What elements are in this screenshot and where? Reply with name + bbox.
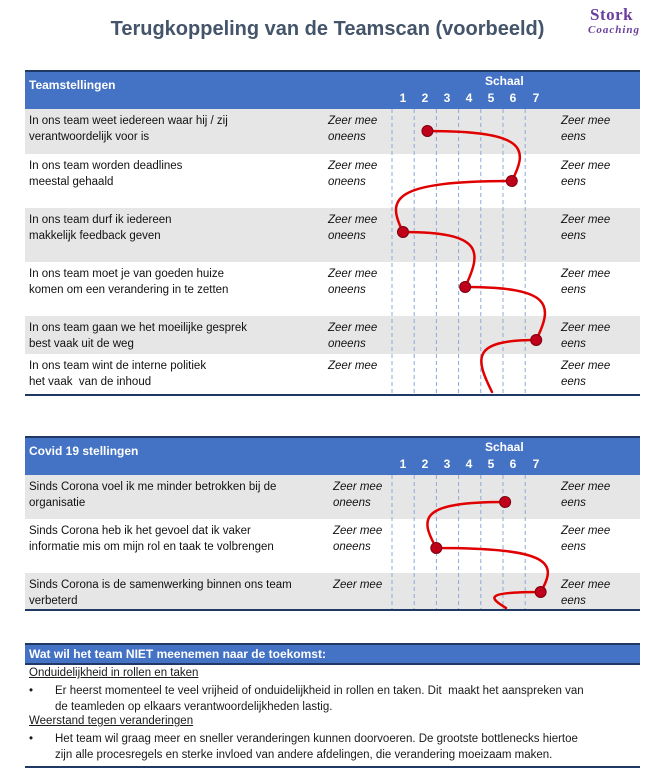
scale-low-label: Zeer mee bbox=[328, 360, 378, 372]
score-marker bbox=[398, 227, 409, 238]
scale-number: 7 bbox=[532, 91, 540, 105]
topic-heading: Onduidelijkheid in rollen en taken bbox=[29, 667, 199, 679]
scale-low-label: Zeer mee oneens bbox=[328, 115, 378, 143]
scale-low-label: Zeer mee bbox=[333, 579, 383, 591]
scale-high-label: Zeer mee eens bbox=[561, 322, 611, 350]
scale-number: 3 bbox=[443, 457, 451, 471]
score-marker bbox=[460, 282, 471, 293]
statement-text: Sinds Corona is de samenwerking binnen ons team verbeterd bbox=[29, 579, 292, 607]
scale-high-label: Zeer mee eens bbox=[561, 360, 611, 388]
statement-text: In ons team wint de interne politiek het vaak van de inhoud bbox=[29, 360, 207, 388]
bullet-text: Het team wil graag meer en sneller veranderingen kunnen doorvoeren. De grootste bottlenecks hiertoe zijn alle procesregels en sterke invloed van andere afdelingen, die verandering moeizaam maken. bbox=[55, 733, 578, 761]
scale-low-label: Zeer mee oneens bbox=[328, 268, 378, 296]
scale-number: 1 bbox=[399, 457, 407, 471]
statement-text: In ons team moet je van goeden huize komen om een verandering in te zetten bbox=[29, 268, 229, 296]
scale-number: 6 bbox=[509, 91, 517, 105]
scale-gridlines bbox=[392, 109, 525, 609]
scale-high-label: Zeer mee eens bbox=[561, 579, 611, 607]
score-markers bbox=[398, 126, 547, 598]
scale-label: Schaal bbox=[485, 74, 524, 88]
scale-low-label: Zeer mee oneens bbox=[333, 481, 383, 509]
scale-number: 5 bbox=[487, 457, 495, 471]
score-marker bbox=[531, 335, 542, 346]
score-curve bbox=[396, 131, 545, 392]
scale-high-label: Zeer mee eens bbox=[561, 214, 611, 242]
score-marker bbox=[431, 543, 442, 554]
scale-high-label: Zeer mee eens bbox=[561, 481, 611, 509]
statement-text: In ons team worden deadlines meestal gehaald bbox=[29, 160, 183, 188]
scale-low-label: Zeer mee oneens bbox=[328, 322, 378, 350]
statement-text: In ons team weet iedereen waar hij / zij verantwoordelijk voor is bbox=[29, 115, 228, 143]
scale-low-label: Zeer mee oneens bbox=[333, 525, 383, 553]
scale-number: 3 bbox=[443, 91, 451, 105]
score-marker bbox=[506, 176, 517, 187]
score-curve bbox=[427, 502, 547, 608]
score-marker bbox=[500, 497, 511, 508]
section2-header-label: Covid 19 stellingen bbox=[29, 444, 139, 458]
scale-number: 6 bbox=[509, 457, 517, 471]
bullet-text: Er heerst momenteel te veel vrijheid of onduidelijkheid in rollen en taken. Dit maakt het aanspreken van de teamleden op elkaars verantwoordelijkheden lastig. bbox=[55, 685, 584, 713]
score-marker bbox=[535, 587, 546, 598]
bullet-marker: • bbox=[29, 685, 34, 697]
statement-text: Sinds Corona heb ik het gevoel dat ik vaker informatie mis om mijn rol en taak te volbrengen bbox=[29, 525, 274, 553]
scale-number: 4 bbox=[465, 91, 473, 105]
scale-number: 2 bbox=[421, 91, 429, 105]
scale-high-label: Zeer mee eens bbox=[561, 268, 611, 296]
page-title: Terugkoppeling van de Teamscan (voorbeeld) bbox=[110, 18, 545, 40]
section3-header-label: Wat wil het team NIET meenemen naar de toekomst: bbox=[29, 647, 326, 661]
topic-heading: Weerstand tegen veranderingen bbox=[29, 715, 194, 727]
section1-header-label: Teamstellingen bbox=[29, 78, 116, 92]
statement-text: In ons team durf ik iedereen makkelijk feedback geven bbox=[29, 214, 172, 242]
scale-number: 1 bbox=[399, 91, 407, 105]
scale-label: Schaal bbox=[485, 440, 524, 454]
scale-high-label: Zeer mee eens bbox=[561, 115, 611, 143]
score-marker bbox=[422, 126, 433, 137]
coaching-logo-text: Coaching bbox=[588, 24, 641, 36]
logo-top-text: Stork bbox=[590, 5, 634, 24]
scale-low-label: Zeer mee oneens bbox=[328, 214, 378, 242]
scale-number: 4 bbox=[465, 457, 473, 471]
statement-text: In ons team gaan we het moeilijke gesprek best vaak uit de weg bbox=[29, 322, 247, 350]
scale-high-label: Zeer mee eens bbox=[561, 525, 611, 553]
scale-high-label: Zeer mee eens bbox=[561, 160, 611, 188]
statement-text: Sinds Corona voel ik me minder betrokken bij de organisatie bbox=[29, 481, 277, 509]
bullet-marker: • bbox=[29, 733, 34, 745]
scale-low-label: Zeer mee oneens bbox=[328, 160, 378, 188]
scale-number: 7 bbox=[532, 457, 540, 471]
scale-number: 2 bbox=[421, 457, 429, 471]
scale-number: 5 bbox=[487, 91, 495, 105]
